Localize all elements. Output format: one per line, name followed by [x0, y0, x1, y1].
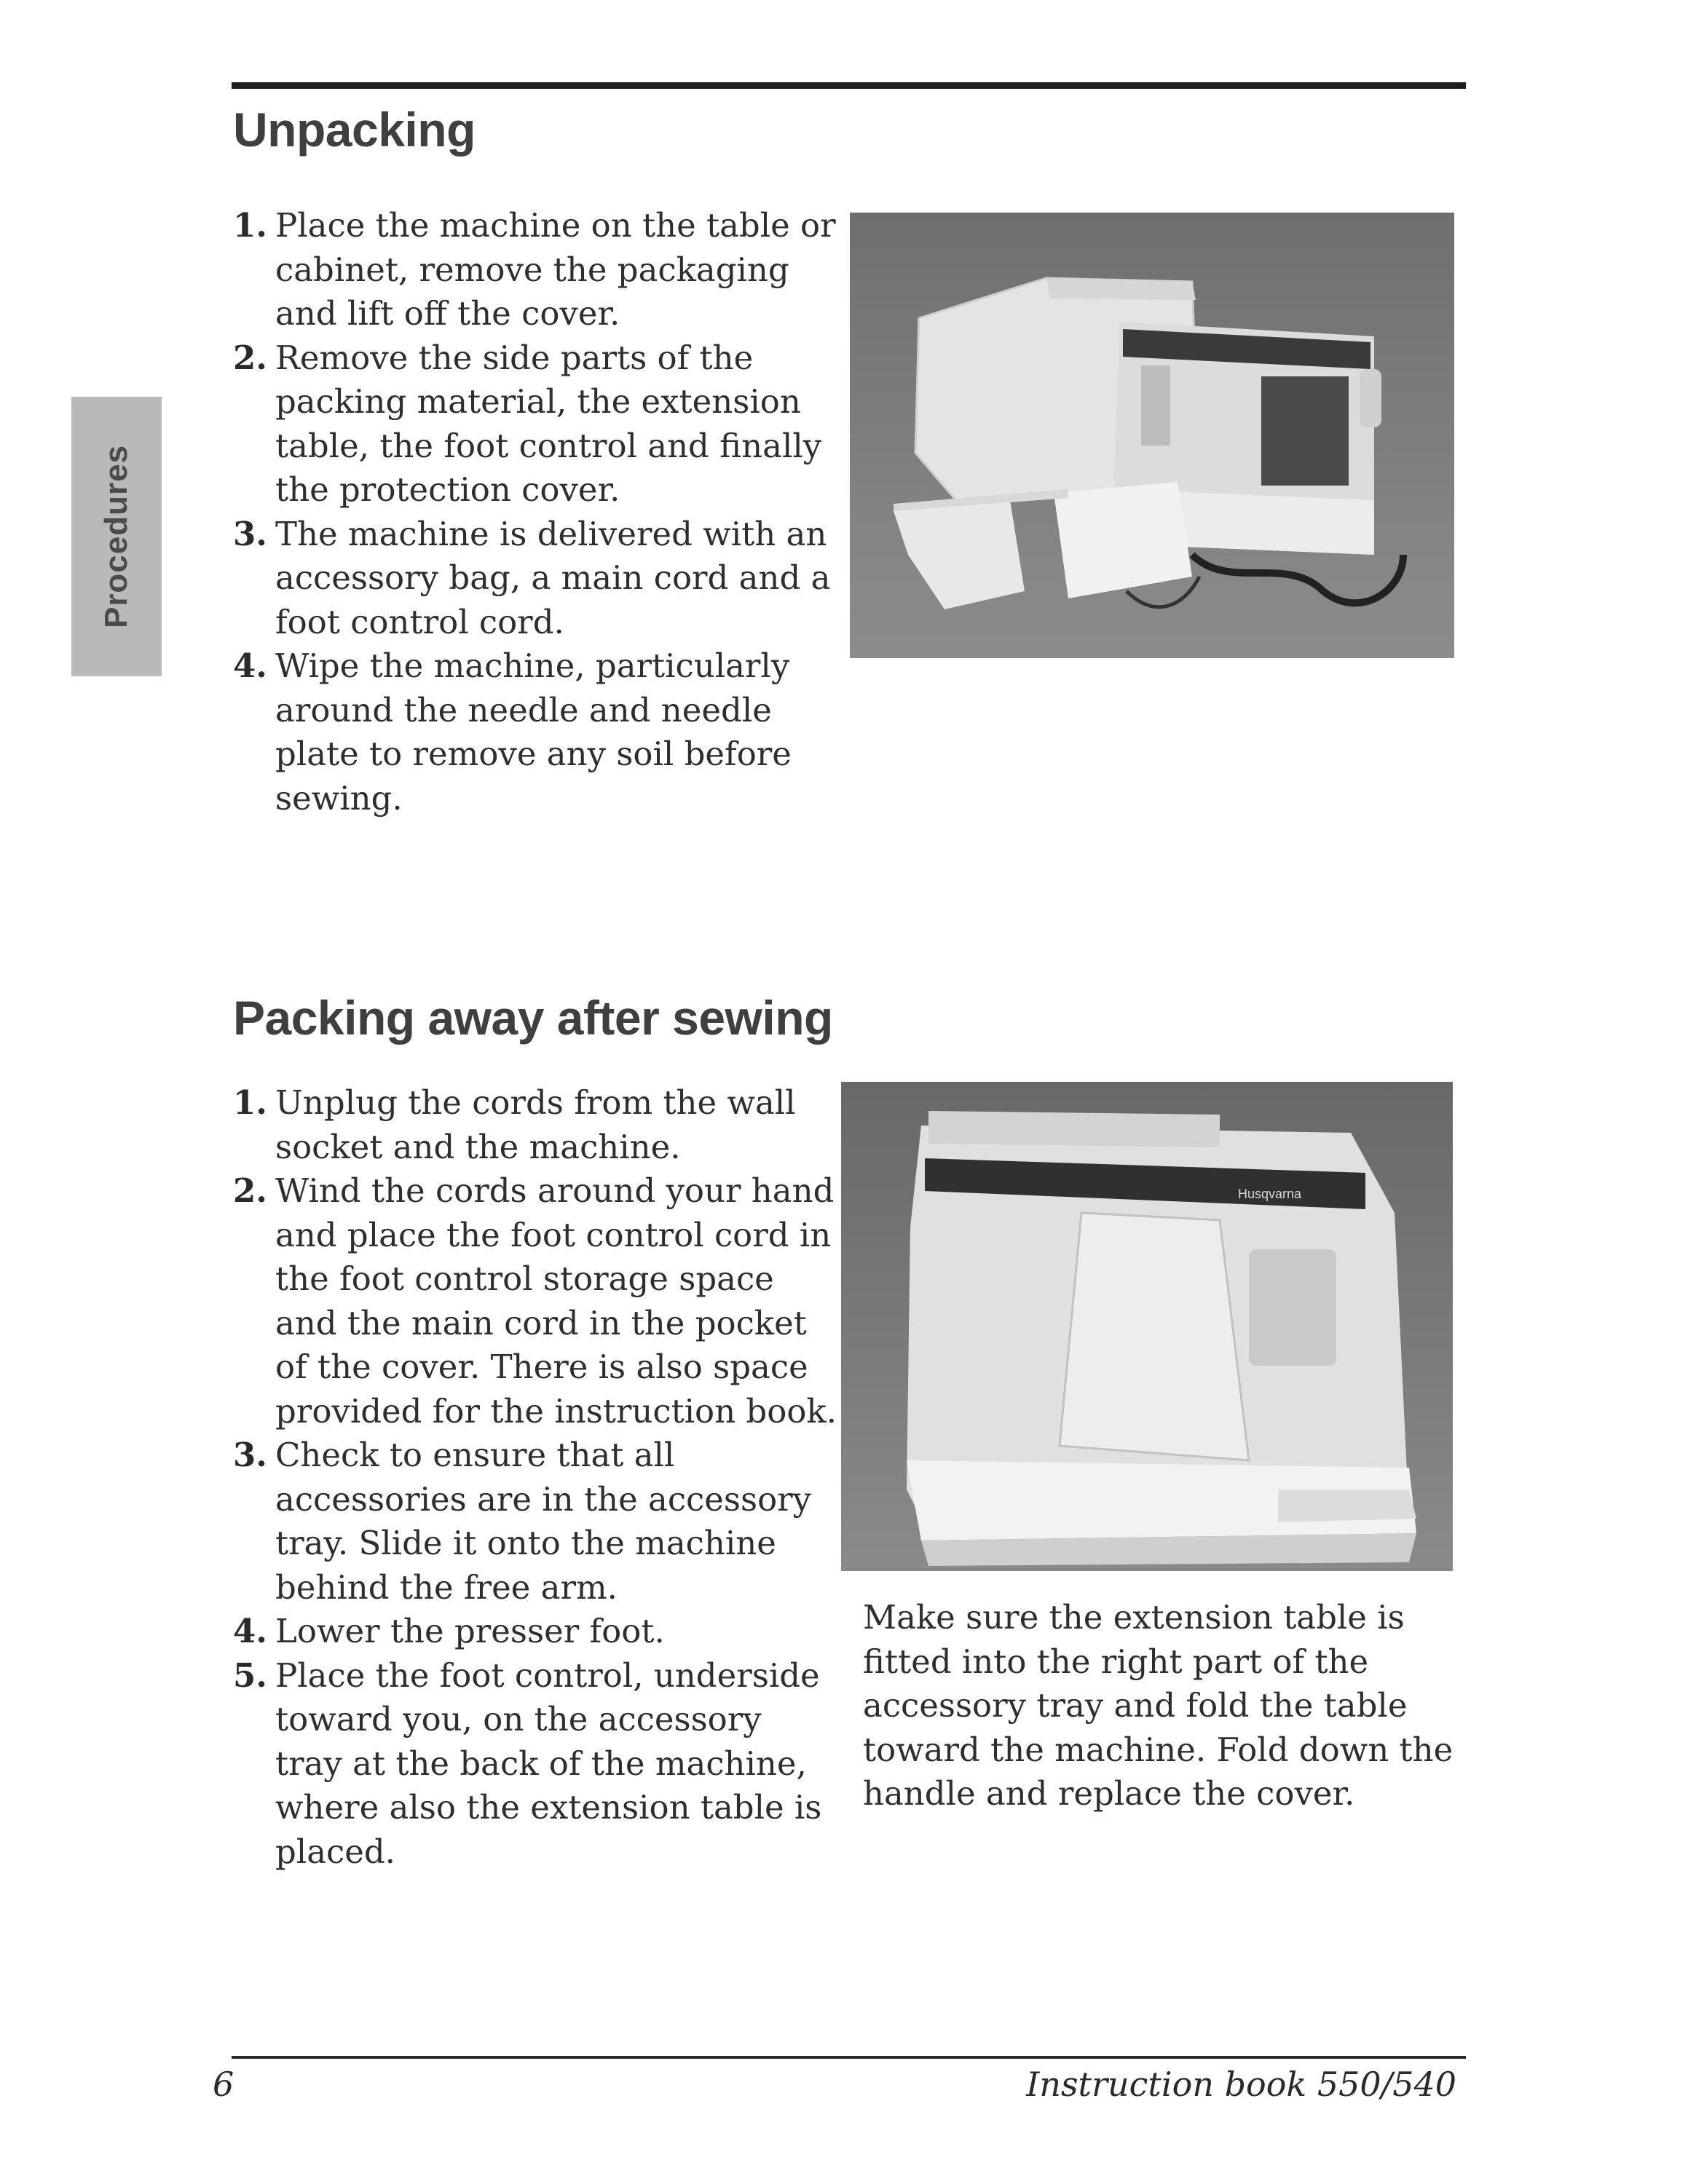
- brand-label: Husqvarna: [1238, 1187, 1302, 1201]
- step-text: Wipe the machine, particularly around the needle and needle plate to remove any soil before sewing.: [275, 646, 792, 818]
- section-title-unpacking: Unpacking: [233, 103, 476, 157]
- step-text: Wind the cords around your hand and place the foot control cord in the foot control storage space and the main cord in the pocket of the cover. There is also space provided for the instruction book.: [275, 1171, 837, 1431]
- step-number: 1.: [233, 206, 267, 245]
- side-tab-label: Procedures: [98, 444, 134, 629]
- unpacking-photo: [850, 213, 1454, 658]
- list-item: [233, 1610, 837, 1654]
- bottom-rule: [232, 2056, 1466, 2059]
- list-item: [233, 513, 837, 645]
- step-text: Check to ensure that all accessories are in the accessory tray. Slide it onto the machine behind the free arm.: [275, 1436, 812, 1607]
- list-item: [233, 204, 837, 336]
- packed-machine-photo: [841, 1082, 1453, 1571]
- step-text: The machine is delivered with an accessory bag, a main cord and a foot control cord.: [275, 514, 831, 641]
- page-number: 6: [213, 2065, 234, 2104]
- step-text: Remove the side parts of the packing material, the extension table, the foot control and finally the protection cover.: [275, 338, 822, 509]
- step-number: 4.: [233, 646, 267, 685]
- sewing-machine-covered-illustration: [841, 1082, 1453, 1571]
- top-rule: [232, 82, 1466, 89]
- list-item: [233, 1433, 837, 1610]
- packing-away-steps: [233, 1081, 837, 1874]
- step-number: 4.: [233, 1612, 267, 1650]
- list-item: [233, 1169, 837, 1433]
- packing-caption: Make sure the extension table is fitted into the right part of the accessory tray and fold the table toward the machine. Fold down the handle and replace the cover.: [863, 1598, 1454, 1813]
- step-number: 1.: [233, 1083, 267, 1122]
- list-item: [233, 644, 837, 820]
- step-number: 2.: [233, 338, 267, 377]
- side-tab: [71, 397, 162, 676]
- step-number: 3.: [233, 514, 267, 553]
- list-item: [233, 336, 837, 513]
- step-text: Place the machine on the table or cabinet, remove the packaging and lift off the cover.: [275, 206, 836, 333]
- step-number: 5.: [233, 1655, 267, 1695]
- list-item: [233, 1654, 837, 1875]
- list-item: [233, 1081, 837, 1169]
- sewing-machine-unpacked-illustration: [850, 213, 1454, 658]
- unpacking-steps: [233, 204, 837, 820]
- book-title: Instruction book 550/540: [1026, 2065, 1456, 2104]
- step-number: 3.: [233, 1436, 267, 1474]
- step-text: Place the foot control, underside toward you, on the accessory tray at the back of the machine, where also the extension table is placed.: [275, 1655, 822, 1871]
- step-text: Lower the presser foot.: [275, 1612, 665, 1650]
- step-text: Unplug the cords from the wall socket and the machine.: [275, 1083, 796, 1166]
- step-number: 2.: [233, 1171, 267, 1210]
- section-title-packing-away: Packing away after sewing: [233, 991, 833, 1045]
